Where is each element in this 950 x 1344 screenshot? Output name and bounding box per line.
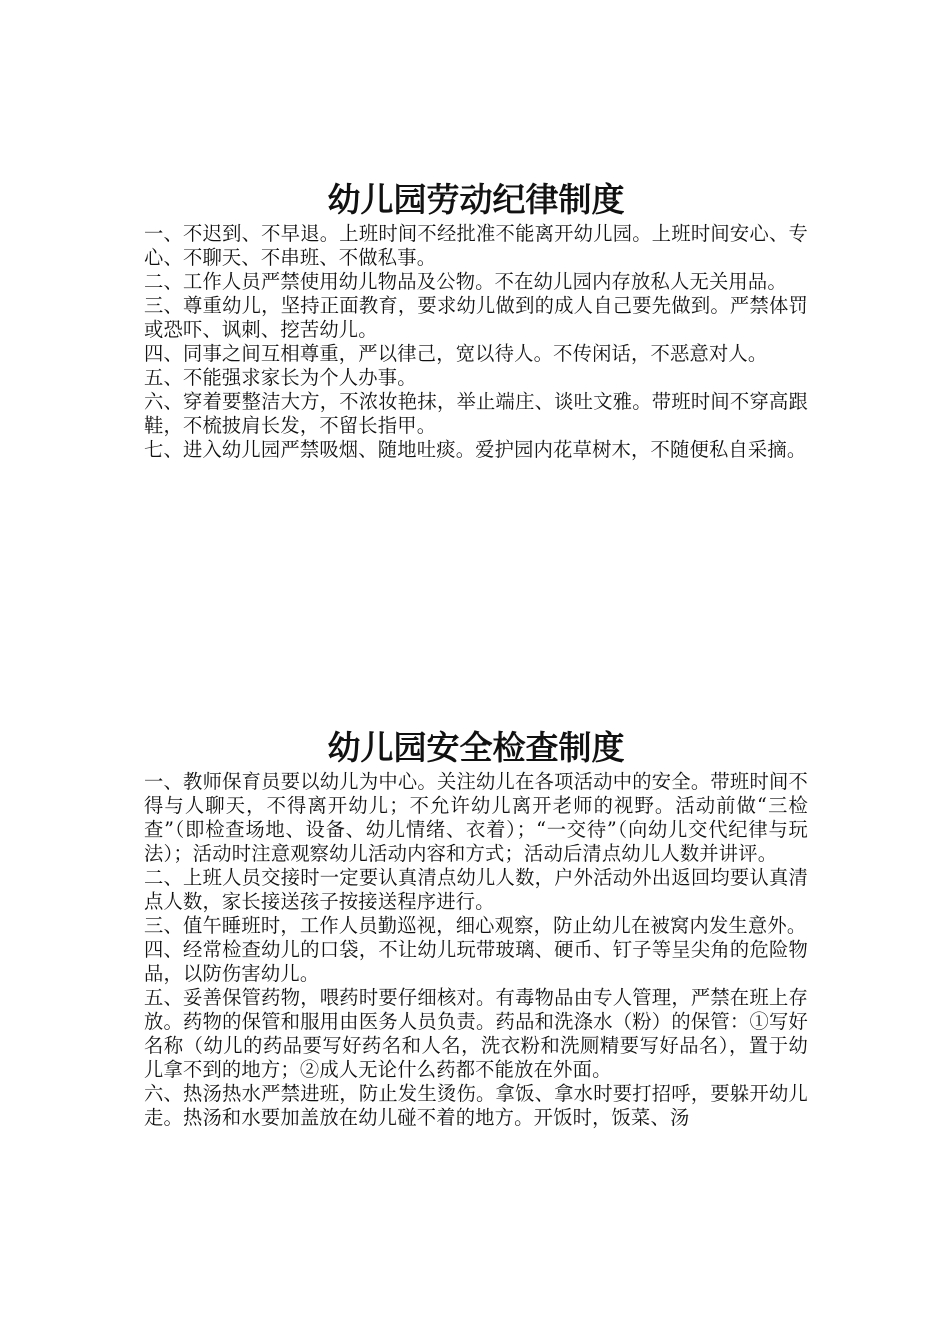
rule-paragraph-2: 二、工作人员严禁使用幼儿物品及公物。不在幼儿园内存放私人无关用品。: [144, 270, 787, 293]
section-title: 幼儿园安全检查制度: [327, 728, 625, 767]
rule-paragraph-1: 一、教师保育员要以幼儿为中心。关注幼儿在各项活动中的安全。带班时间不得与人聊天，不得离开幼儿；不允许幼儿离开老师的视野。活动前做“三检查”（即检查场地、设备、幼儿情绪、衣着）；“一交待”（向幼儿交代纪律与玩法）；活动时注意观察幼儿活动内容和方式；活动后清点幼儿人数并讲评。: [144, 770, 808, 865]
safety-inspection-section: [144, 726, 808, 1130]
rule-paragraph-7: 七、进入幼儿园严禁吸烟、随地吐痰。爱护园内花草树木，不随便私自采摘。: [144, 438, 807, 461]
rule-paragraph-4: 四、经常检查幼儿的口袋，不让幼儿玩带玻璃、硬币、钉子等呈尖角的危险物品，以防伤害幼儿。: [144, 938, 808, 985]
labor-discipline-section: [144, 178, 808, 462]
rule-paragraph-3: 三、值午睡班时，工作人员勤巡视，细心观察，防止幼儿在被窝内发生意外。: [144, 914, 807, 937]
rule-paragraph-2: 二、上班人员交接时一定要认真清点幼儿人数，户外活动外出返回均要认真清点人数，家长接送孩子按接送程序进行。: [144, 866, 808, 913]
rule-paragraph-5: 五、妥善保管药物，喂药时要仔细核对。有毒物品由专人管理，严禁在班上存放。药物的保管和服用由医务人员负责。药品和洗涤水（粉）的保管：①写好名称（幼儿的药品要写好药名和人名，洗衣粉和洗厕精要写好品名），置于幼儿拿不到的地方；②成人无论什么药都不能放在外面。: [144, 986, 808, 1081]
rule-paragraph-1: 一、不迟到、不早退。上班时间不经批准不能离开幼儿园。上班时间安心、专心、不聊天、不串班、不做私事。: [144, 222, 808, 269]
rule-paragraph-5: 五、不能强求家长为个人办事。: [144, 366, 417, 389]
rule-paragraph-6: 六、穿着要整洁大方，不浓妆艳抹，举止端庄、谈吐文雅。带班时间不穿高跟鞋，不梳披肩长发，不留长指甲。: [144, 390, 808, 437]
rule-paragraph-6: 六、热汤热水严禁进班，防止发生烫伤。拿饭、拿水时要打招呼，要躲开幼儿走。热汤和水要加盖放在幼儿碰不着的地方。开饭时，饭菜、汤: [144, 1082, 808, 1129]
section-title: 幼儿园劳动纪律制度: [327, 180, 625, 219]
rule-paragraph-3: 三、尊重幼儿，坚持正面教育，要求幼儿做到的成人自己要先做到。严禁体罚或恐吓、讽刺、挖苦幼儿。: [144, 294, 808, 341]
rule-paragraph-4: 四、同事之间互相尊重，严以律己，宽以待人。不传闲话，不恶意对人。: [144, 342, 768, 365]
